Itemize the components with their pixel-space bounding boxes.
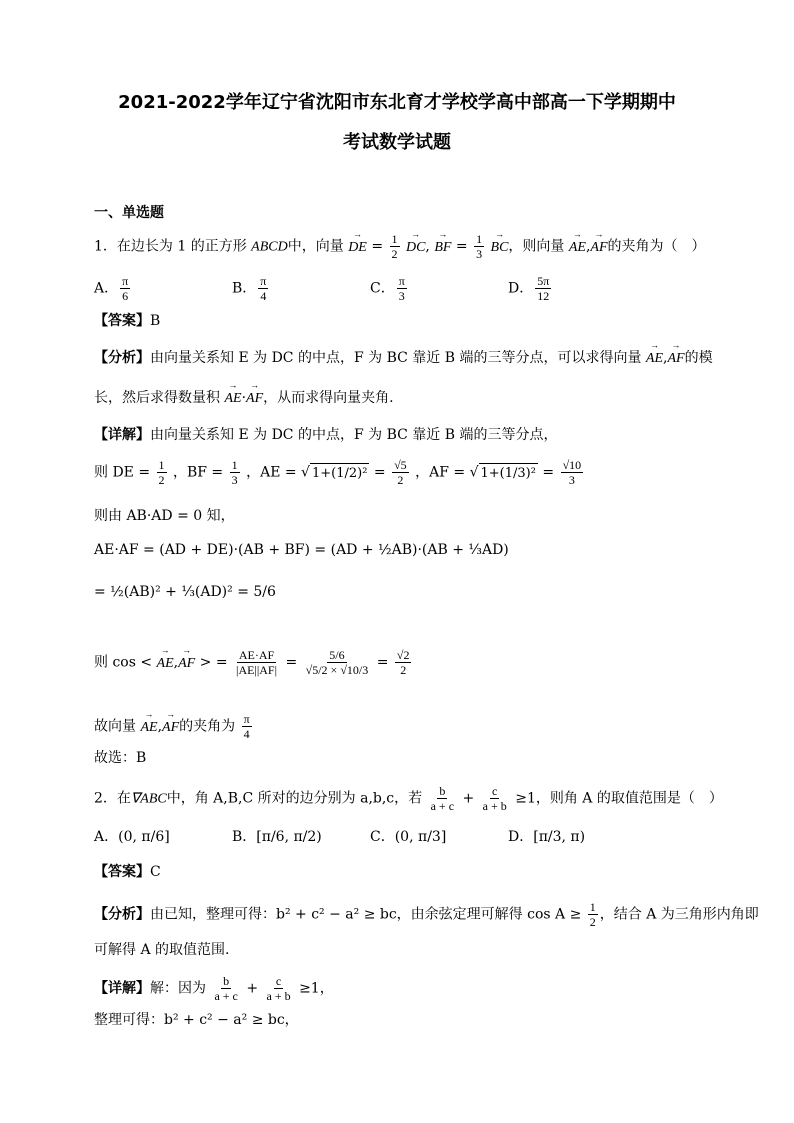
q1-detail-orthogonal: 则由 AB·AD = 0 知， (94, 508, 235, 524)
q1-detail-line1: 【详解】由向量关系知 E 为 DC 的中点，F 为 BC 靠近 B 端的三等分点， (94, 427, 558, 443)
q2-analysis-line1: 【分析】由已知，整理可得：b² + c² − a² ≥ bc，由余弦定理可解得 cos A ≥ $\frac{1}{2}$ ，结合 A 为三角形内角即 (94, 900, 759, 929)
q2-option-a: A．(0, π/6] (94, 829, 170, 845)
question-1-stem: 1．在边长为 1 的正方形 ABCD中，向量 → DE = $\frac{1}{2}$ → DC, → BF = $\frac{1}{3}$ → BC，则向量 → AE,→ AF的夹角为（ ） (94, 232, 706, 261)
q1-option-d: D． $\frac{5\pi}{12}$ (508, 274, 550, 303)
q2-option-c: C．(0, π/3] (370, 829, 447, 845)
q1-option-b: B． $\frac{\pi}{4}$ (232, 274, 267, 303)
question-2-stem: 2．在∇ABC中，角 A,B,C 所对的边分别为 a,b,c，若 $\frac{b}{a + c}$ + $\frac{c}{a + b}$ ≥1，则角 A 的取值范围是（ ） (94, 784, 723, 813)
vector-bc: → BC (491, 238, 509, 258)
q2-answer: 【答案】C (94, 864, 161, 880)
q1-analysis-line2: 长，然后求得数量积 → AE·→ AF，从而求得向量夹角. (94, 388, 394, 409)
fraction-half: $\frac{1}{2}$ (391, 232, 398, 261)
q1-analysis-line1: 【分析】由向量关系知 E 为 DC 的中点，F 为 BC 靠近 B 端的三等分点，可以求得向量 → AE,→ AF的模 (94, 348, 713, 369)
q1-detail-lengths: 则 DE = $\frac{1}{2}$ ，BF = $\frac{1}{3}$ ，AE = √ 1+(1/2)² = $\frac{√5}{2}$ ，AF = √ 1+(1/3)² = $\frac{√10}{3}$ (94, 458, 582, 487)
q1-detail-result: = ½(AB)² + ⅓(AD)² = 5/6 (94, 584, 276, 600)
q1-detail-cosine: 则 cos < → AE,→ AF > = $\frac{AE\cdot AF}{|AE||AF|}$ = $\frac{5/6}{√5/2 \times √10/3}$ = $\frac{√2}{2}$ (94, 648, 413, 677)
q1-detail-dot-product: AE·AF = (AD + DE)·(AB + BF) = (AD + ½AB)·(AB + ⅓AD) (94, 542, 509, 558)
q2-analysis-line2: 可解得 A 的取值范围. (94, 942, 230, 958)
q1-final-choice: 故选：B (94, 750, 147, 766)
vector-dc: → DC (406, 238, 425, 258)
fraction-third: $\frac{1}{3}$ (476, 232, 483, 261)
q2-option-b: B．[π/6, π/2) (232, 829, 322, 845)
vector-de: → DE (348, 238, 367, 258)
section-heading: 一、单选题 (94, 205, 164, 221)
q2-detail-line2: 整理可得：b² + c² − a² ≥ bc， (94, 1012, 299, 1028)
document-title-line2: 考试数学试题 (343, 132, 451, 153)
q1-answer: 【答案】B (94, 313, 161, 329)
document-title-line1: 2021-2022学年辽宁省沈阳市东北育才学校学高中部高一下学期期中 (118, 92, 676, 113)
q1-option-c: C． $\frac{\pi}{3}$ (370, 274, 405, 303)
q2-detail-line1: 【详解】解：因为 $\frac{b}{a + c}$ + $\frac{c}{a + b}$ ≥1， (94, 974, 334, 1003)
q1-detail-conclusion: 故向量 → AE,→ AF的夹角为 $\frac{\pi}{4}$ (94, 712, 254, 741)
vector-bf: → BF (434, 238, 451, 258)
q1-option-a: A． $\frac{\pi}{6}$ (94, 274, 129, 303)
q2-option-d: D．[π/3, π) (508, 829, 586, 845)
